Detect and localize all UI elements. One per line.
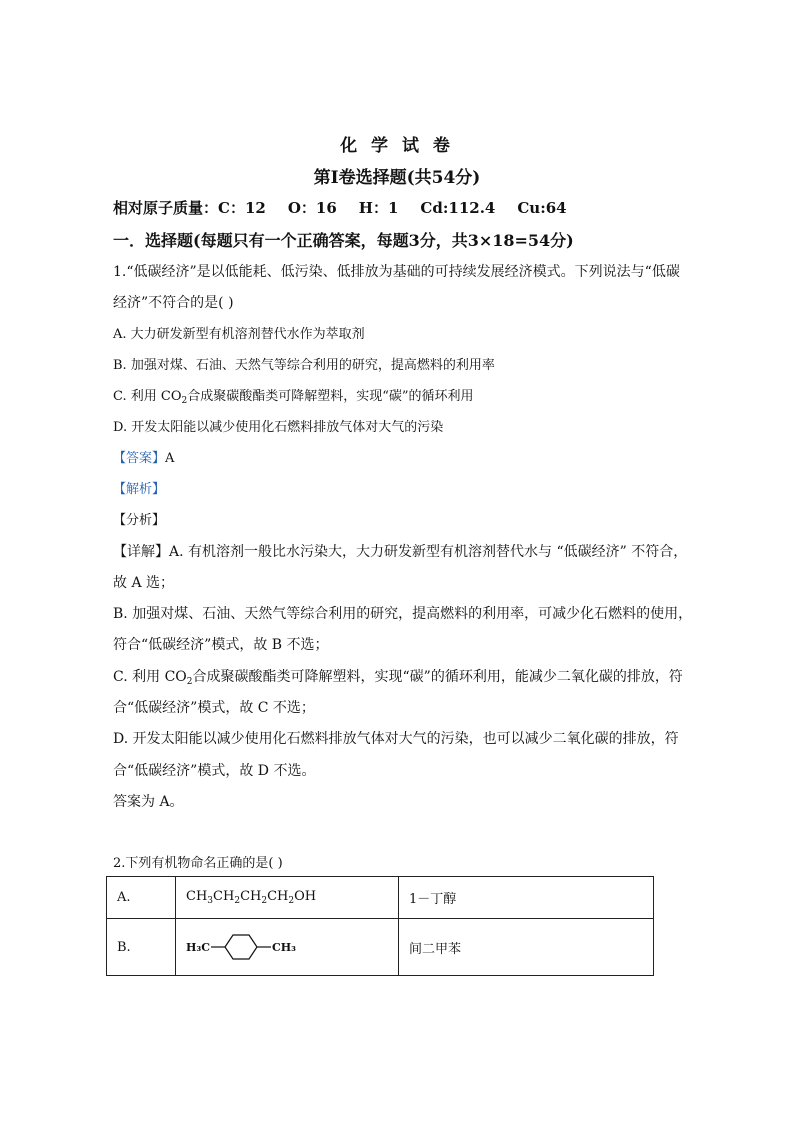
para-xylene-structure	[186, 932, 296, 962]
detail-c-line1	[113, 666, 683, 687]
q2-row-b-option: B.	[107, 919, 176, 976]
q1-option-c-post: 合成聚碳酸酯类可降解塑料，实现“碳”的循环利用	[187, 389, 474, 404]
methyl-left: H₃C	[186, 940, 210, 954]
mass-h: H：1	[358, 199, 399, 217]
q1-option-b: B. 加强对煤、石油、天然气等综合利用的研究，提高燃料的利用率	[113, 358, 495, 373]
q2-row-b-name: 间二甲苯	[399, 919, 654, 976]
detail-a1: A. 有机溶剂一般比水污染大，大力研发新型有机溶剂替代水与 “低碳经济” 不符合，	[169, 544, 688, 560]
answer-value: A	[165, 451, 175, 466]
answer-tag: 【答案】	[113, 451, 166, 466]
section-subtitle: 第Ⅰ卷选择题(共54分)	[313, 168, 481, 188]
q1-option-c-pre: C. 利用 CO	[113, 389, 182, 404]
detail-c-line2: 合“低碳经济”模式，故 C 不选；	[113, 700, 315, 716]
detail-d-line2: 合“低碳经济”模式，故 D 不选。	[113, 763, 316, 779]
fenxi-tag: 【分析】	[113, 513, 166, 528]
q1-option-d: D. 开发太阳能以减少使用化石燃料排放气体对大气的污染	[113, 420, 444, 435]
q2-row-a-formula: $CH_3CH_2CH_2CH_2OH$	[176, 877, 399, 919]
atomic-masses-label: 相对原子质量：	[113, 199, 219, 217]
q1-stem-line2: 经济”不符合的是( )	[113, 295, 234, 311]
page-title: 化 学 试 卷	[340, 136, 454, 156]
methyl-right: CH₃	[271, 940, 296, 954]
q2-options-table	[106, 876, 654, 976]
q1-answer	[113, 447, 174, 466]
detail-a-line2: 故 A 选；	[113, 575, 175, 591]
analysis-tag: 【解析】	[113, 482, 166, 497]
detail-b-line1: B. 加强对煤、石油、天然气等综合利用的研究，提高燃料的利用率，可减少化石燃料的使用，	[113, 606, 693, 622]
mass-cu: Cu:64	[517, 199, 567, 217]
q2-row-a-name: 1－丁醇	[399, 877, 654, 919]
detail-c1-sub: 2	[186, 677, 193, 687]
detail-d-line1: D. 开发太阳能以减少使用化石燃料排放气体对大气的污染，也可以减少二氧化碳的排放，符	[113, 731, 679, 747]
q1-option-c-sub: 2	[181, 396, 188, 406]
q2-stem: 2.下列有机物命名正确的是( )	[113, 856, 283, 871]
q1-stem-line1: 1.“低碳经济”是以低能耗、低污染、低排放为基础的可持续发展经济模式。下列说法与“低碳	[113, 264, 680, 280]
detail-tag: 【详解】	[113, 544, 169, 560]
q2-row-a-option: A.	[107, 877, 176, 919]
atomic-masses	[113, 197, 589, 218]
section-heading: 一．选择题(每题只有一个正确答案，每题3分，共3×18=54分)	[113, 231, 574, 250]
benzene-ring-icon	[211, 932, 271, 962]
q1-option-a: A. 大力研发新型有机溶剂替代水作为萃取剂	[113, 327, 365, 342]
table-row	[107, 877, 654, 919]
mass-c: C：12	[218, 199, 266, 217]
detail-c1-pre: C. 利用 CO	[113, 669, 187, 685]
detail-c1-post: 合成聚碳酸酯类可降解塑料，实现“碳”的循环利用，能减少二氧化碳的排放，符	[192, 669, 683, 685]
q1-option-c	[113, 385, 474, 406]
mass-cd: Cd:112.4	[420, 199, 496, 217]
table-row	[107, 919, 654, 976]
detail-a-line1	[113, 541, 687, 561]
detail-b-line2: 符合“低碳经济”模式，故 B 不选；	[113, 637, 329, 653]
q2-row-b-structure	[176, 919, 399, 976]
mass-o: O：16	[287, 199, 337, 217]
conclusion: 答案为 A。	[113, 794, 184, 810]
